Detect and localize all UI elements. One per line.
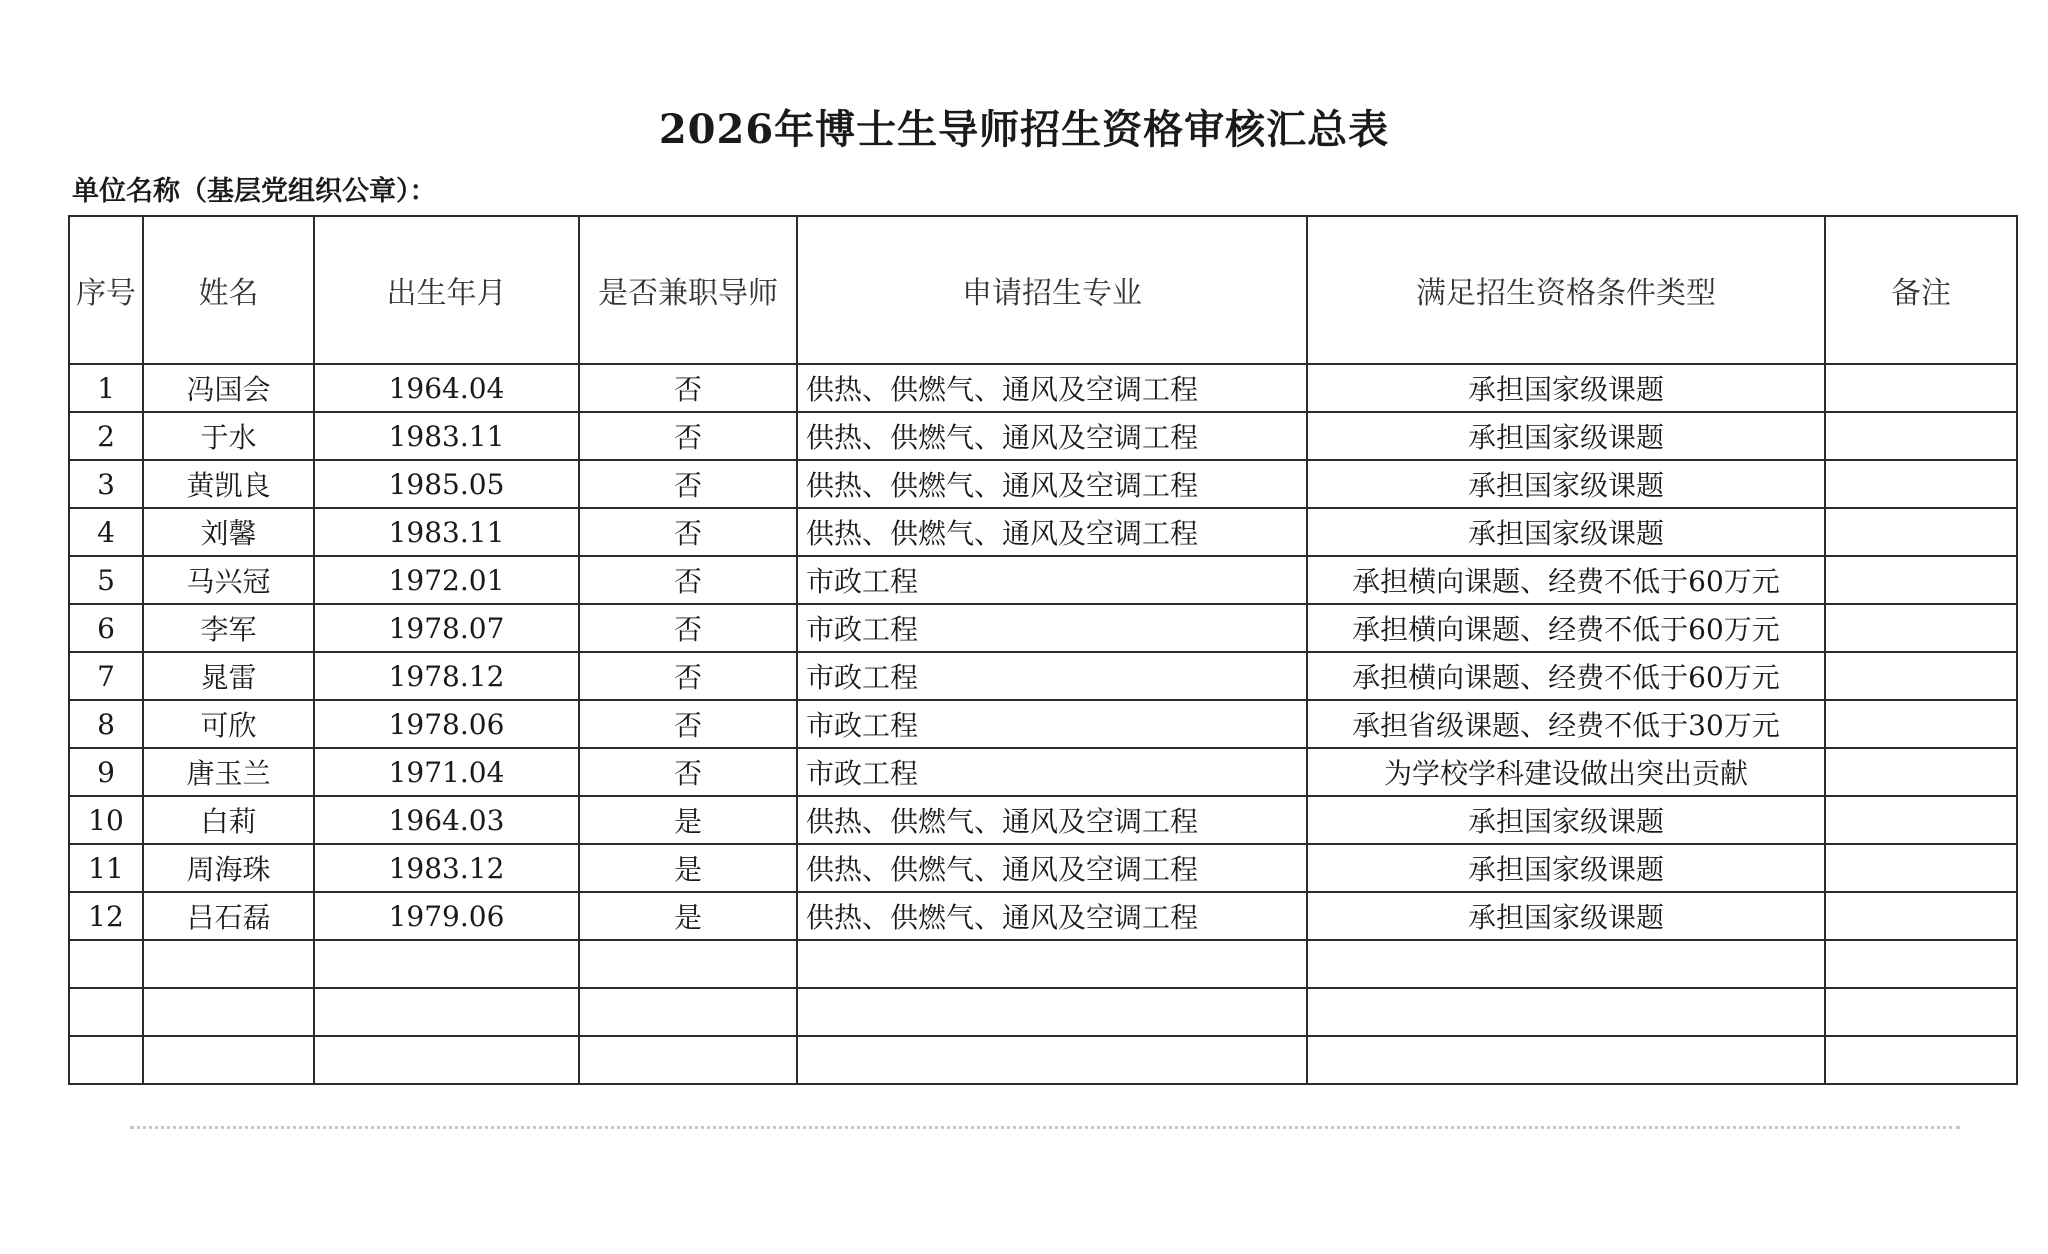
cell-major: 供热、供燃气、通风及空调工程: [797, 460, 1307, 508]
table-row: [69, 652, 2017, 700]
cell-qualification-type: 承担国家级课题: [1307, 412, 1825, 460]
cell-part-time: 否: [579, 748, 797, 796]
cell-birth-date: 1983.11: [314, 412, 579, 460]
cell-major: 供热、供燃气、通风及空调工程: [797, 844, 1307, 892]
cell-major: [797, 940, 1307, 988]
table-row: [69, 844, 2017, 892]
cell-name: [143, 940, 314, 988]
cell-major: 市政工程: [797, 748, 1307, 796]
table-row: [69, 412, 2017, 460]
cell-index: 5: [69, 556, 143, 604]
cell-birth-date: 1972.01: [314, 556, 579, 604]
cell-qualification-type: 承担国家级课题: [1307, 844, 1825, 892]
cell-remarks: [1825, 940, 2017, 988]
cell-qualification-type: 承担国家级课题: [1307, 508, 1825, 556]
cell-birth-date: [314, 988, 579, 1036]
cell-birth-date: 1964.04: [314, 364, 579, 412]
header-major: 申请招生专业: [797, 216, 1307, 364]
header-index: 序号: [69, 216, 143, 364]
cell-major: 市政工程: [797, 604, 1307, 652]
cell-major: [797, 1036, 1307, 1084]
cell-birth-date: 1985.05: [314, 460, 579, 508]
cell-part-time: 否: [579, 364, 797, 412]
cell-index: 4: [69, 508, 143, 556]
cell-major: 市政工程: [797, 652, 1307, 700]
cell-remarks: [1825, 508, 2017, 556]
summary-table: [68, 215, 2018, 1085]
cell-name: 于水: [143, 412, 314, 460]
cell-major: [797, 988, 1307, 1036]
cell-remarks: [1825, 700, 2017, 748]
cell-qualification-type: [1307, 1036, 1825, 1084]
cell-part-time: 否: [579, 556, 797, 604]
cell-index: [69, 1036, 143, 1084]
cell-remarks: [1825, 1036, 2017, 1084]
cell-birth-date: 1983.12: [314, 844, 579, 892]
faded-footer-text: [130, 1126, 1960, 1129]
cell-major: 供热、供燃气、通风及空调工程: [797, 412, 1307, 460]
cell-part-time: [579, 1036, 797, 1084]
cell-name: 冯国会: [143, 364, 314, 412]
cell-part-time: 否: [579, 508, 797, 556]
cell-part-time: 是: [579, 844, 797, 892]
table-body: [69, 364, 2017, 1084]
table-row: [69, 460, 2017, 508]
cell-qualification-type: 承担国家级课题: [1307, 892, 1825, 940]
cell-part-time: 否: [579, 700, 797, 748]
header-qualification-type: 满足招生资格条件类型: [1307, 216, 1825, 364]
cell-birth-date: 1978.12: [314, 652, 579, 700]
cell-birth-date: 1978.06: [314, 700, 579, 748]
cell-name: 唐玉兰: [143, 748, 314, 796]
cell-qualification-type: 承担国家级课题: [1307, 364, 1825, 412]
cell-remarks: [1825, 460, 2017, 508]
cell-name: 吕石磊: [143, 892, 314, 940]
cell-name: 白莉: [143, 796, 314, 844]
cell-index: 2: [69, 412, 143, 460]
cell-name: 黄凯良: [143, 460, 314, 508]
cell-part-time: 否: [579, 604, 797, 652]
document-title: 2026年博士生导师招生资格审核汇总表: [658, 106, 1390, 153]
cell-part-time: 是: [579, 892, 797, 940]
cell-major: 供热、供燃气、通风及空调工程: [797, 892, 1307, 940]
cell-remarks: [1825, 364, 2017, 412]
cell-index: [69, 988, 143, 1036]
cell-part-time: [579, 940, 797, 988]
cell-qualification-type: 承担横向课题、经费不低于60万元: [1307, 604, 1825, 652]
table-header-row: [69, 216, 2017, 364]
table-row: [69, 364, 2017, 412]
cell-major: 供热、供燃气、通风及空调工程: [797, 508, 1307, 556]
cell-birth-date: 1983.11: [314, 508, 579, 556]
cell-name: 刘馨: [143, 508, 314, 556]
cell-remarks: [1825, 988, 2017, 1036]
cell-index: 11: [69, 844, 143, 892]
cell-birth-date: 1971.04: [314, 748, 579, 796]
cell-qualification-type: 为学校学科建设做出突出贡献: [1307, 748, 1825, 796]
table-row: [69, 508, 2017, 556]
cell-part-time: 是: [579, 796, 797, 844]
cell-part-time: 否: [579, 412, 797, 460]
cell-qualification-type: [1307, 988, 1825, 1036]
cell-qualification-type: 承担横向课题、经费不低于60万元: [1307, 652, 1825, 700]
header-name: 姓名: [143, 216, 314, 364]
cell-qualification-type: [1307, 940, 1825, 988]
cell-birth-date: [314, 1036, 579, 1084]
cell-qualification-type: 承担省级课题、经费不低于30万元: [1307, 700, 1825, 748]
cell-remarks: [1825, 556, 2017, 604]
table-row: [69, 988, 2017, 1036]
cell-qualification-type: 承担国家级课题: [1307, 460, 1825, 508]
cell-remarks: [1825, 892, 2017, 940]
header-part-time: 是否兼职导师: [579, 216, 797, 364]
header-birth-date: 出生年月: [314, 216, 579, 364]
table-row: [69, 700, 2017, 748]
table-row: [69, 1036, 2017, 1084]
cell-name: 马兴冠: [143, 556, 314, 604]
cell-name: [143, 1036, 314, 1084]
cell-major: 供热、供燃气、通风及空调工程: [797, 796, 1307, 844]
cell-name: 可欣: [143, 700, 314, 748]
table-row: [69, 604, 2017, 652]
cell-birth-date: [314, 940, 579, 988]
cell-name: [143, 988, 314, 1036]
cell-index: 6: [69, 604, 143, 652]
cell-index: 9: [69, 748, 143, 796]
header-remarks: 备注: [1825, 216, 2017, 364]
cell-part-time: 否: [579, 460, 797, 508]
cell-qualification-type: 承担横向课题、经费不低于60万元: [1307, 556, 1825, 604]
cell-qualification-type: 承担国家级课题: [1307, 796, 1825, 844]
cell-index: 7: [69, 652, 143, 700]
cell-index: 3: [69, 460, 143, 508]
cell-major: 市政工程: [797, 700, 1307, 748]
cell-remarks: [1825, 412, 2017, 460]
cell-remarks: [1825, 796, 2017, 844]
cell-name: 周海珠: [143, 844, 314, 892]
cell-index: 1: [69, 364, 143, 412]
cell-major: 供热、供燃气、通风及空调工程: [797, 364, 1307, 412]
table-row: [69, 940, 2017, 988]
table-row: [69, 556, 2017, 604]
cell-birth-date: 1978.07: [314, 604, 579, 652]
cell-name: 晁雷: [143, 652, 314, 700]
cell-index: 10: [69, 796, 143, 844]
unit-name-label: 单位名称（基层党组织公章）：: [72, 176, 437, 207]
cell-remarks: [1825, 844, 2017, 892]
table-row: [69, 892, 2017, 940]
cell-index: 12: [69, 892, 143, 940]
cell-birth-date: 1979.06: [314, 892, 579, 940]
cell-part-time: [579, 988, 797, 1036]
cell-birth-date: 1964.03: [314, 796, 579, 844]
cell-remarks: [1825, 652, 2017, 700]
cell-remarks: [1825, 604, 2017, 652]
cell-name: 李军: [143, 604, 314, 652]
cell-remarks: [1825, 748, 2017, 796]
table-row: [69, 796, 2017, 844]
cell-major: 市政工程: [797, 556, 1307, 604]
cell-index: 8: [69, 700, 143, 748]
cell-part-time: 否: [579, 652, 797, 700]
cell-index: [69, 940, 143, 988]
table-row: [69, 748, 2017, 796]
